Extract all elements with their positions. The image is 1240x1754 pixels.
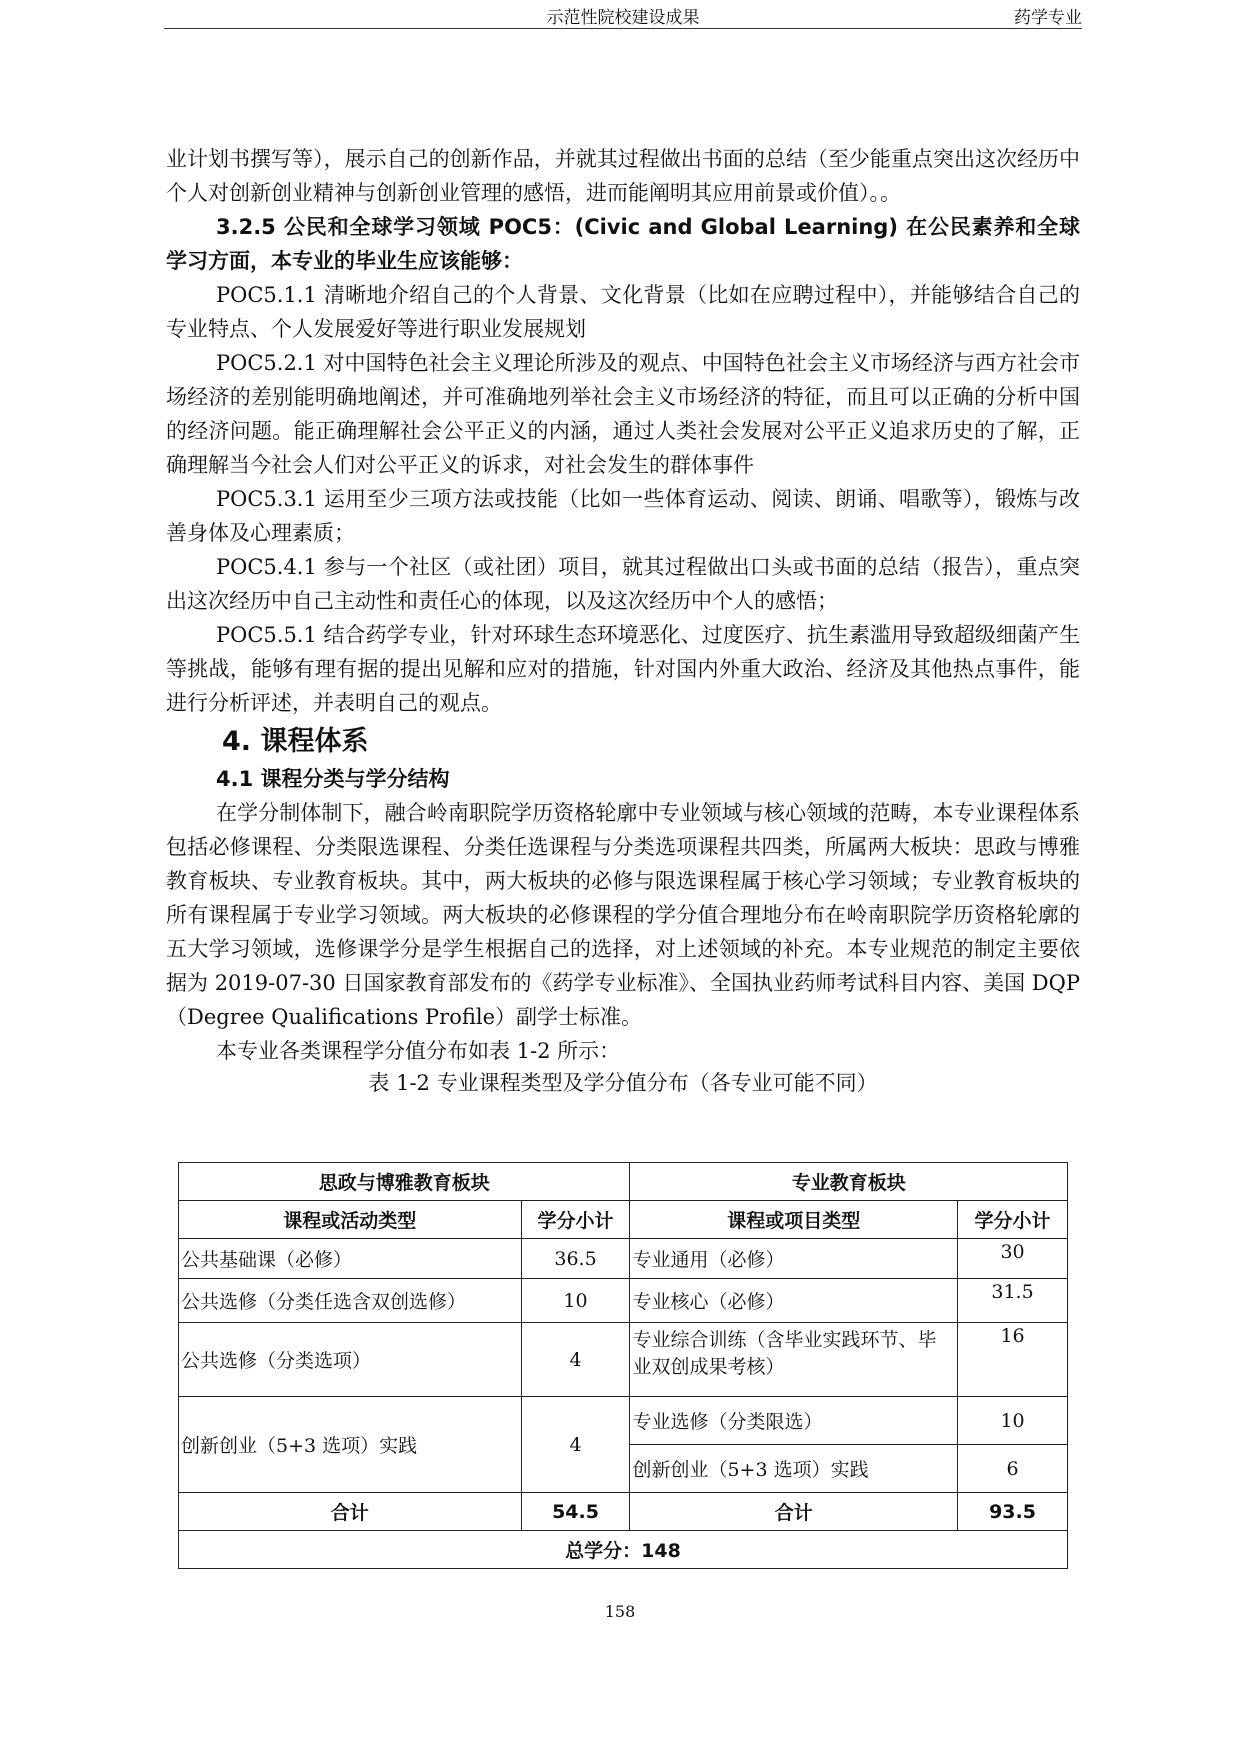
header-dept: 药学专业: [1014, 8, 1082, 28]
section-heading-4-1: 4.1 课程分类与学分结构: [216, 767, 450, 791]
table-cell: 4: [521, 1323, 630, 1397]
table-row: [179, 1493, 1068, 1531]
table-cell: 16: [958, 1323, 1068, 1397]
page-number: 158: [604, 1602, 636, 1621]
column-header: 学分小计: [521, 1201, 630, 1239]
total-value: 93.5: [958, 1493, 1068, 1531]
table-row: [179, 1239, 1068, 1279]
table-caption: 表 1-2 专业课程类型及学分值分布（各专业可能不同）: [368, 1071, 878, 1095]
column-header: 课程或活动类型: [179, 1201, 522, 1239]
table-row: [179, 1397, 1068, 1445]
chapter-heading: 4. 课程体系: [222, 726, 369, 757]
document-body: [166, 142, 1080, 1098]
page-header: [164, 0, 1082, 29]
table-row: [179, 1163, 1068, 1201]
table-cell: 30: [958, 1239, 1068, 1279]
table-cell: 10: [521, 1279, 630, 1323]
paragraph-table-intro: 本专业各类课程学分值分布如表 1-2 所示：: [216, 1039, 621, 1063]
table-cell: 专业选修（分类限选）: [630, 1397, 958, 1445]
table-cell: 专业核心（必修）: [630, 1279, 958, 1323]
table-cell: 4: [521, 1397, 630, 1493]
column-header: 课程或项目类型: [630, 1201, 958, 1239]
table-cell: 6: [958, 1445, 1068, 1493]
paragraph-poc5-3-1: POC5.3.1 运用至少三项方法或技能（比如一些体育运动、阅读、朗诵、唱歌等），锻炼与改善身体及心理素质；: [166, 487, 1080, 545]
group-header-left: 思政与博雅教育板块: [179, 1163, 630, 1201]
grand-total: 总学分：148: [179, 1531, 1068, 1569]
total-label: 合计: [179, 1493, 522, 1531]
paragraph-poc5-4-1: POC5.4.1 参与一个社区（或社团）项目，就其过程做出口头或书面的总结（报告），重点突出这次经历中自己主动性和责任心的体现，以及这次经历中个人的感悟；: [166, 555, 1080, 613]
table-row: [179, 1201, 1068, 1239]
table-cell: 公共选修（分类任选含双创选修）: [179, 1279, 522, 1323]
column-header: 学分小计: [958, 1201, 1068, 1239]
table-cell: 专业通用（必修）: [630, 1239, 958, 1279]
paragraph-poc5-5-1: POC5.5.1 结合药学专业，针对环球生态环境恶化、过度医疗、抗生素滥用导致超级细菌产生等挑战，能够有理有据的提出见解和应对的措施，针对国内外重大政治、经济及其他热点事件，能进行分析评述，并表明自己的观点。: [166, 623, 1080, 715]
credit-table: [178, 1162, 1068, 1569]
table-cell: 专业综合训练（含毕业实践环节、毕业双创成果考核）: [630, 1323, 958, 1397]
paragraph-poc5-1-1: POC5.1.1 清晰地介绍自己的个人背景、文化背景（比如在应聘过程中），并能够结合自己的专业特点、个人发展爱好等进行职业发展规划: [166, 283, 1080, 341]
paragraph: 业计划书撰写等），展示自己的创新作品，并就其过程做出书面的总结（至少能重点突出这次经历中个人对创新创业精神与创新创业管理的感悟，进而能阐明其应用前景或价值）。。: [166, 147, 1080, 205]
total-value: 54.5: [521, 1493, 630, 1531]
table-cell: 10: [958, 1397, 1068, 1445]
total-label: 合计: [630, 1493, 958, 1531]
paragraph-poc5-2-1: POC5.2.1 对中国特色社会主义理论所涉及的观点、中国特色社会主义市场经济与西方社会市场经济的差别能明确地阐述，并可准确地列举社会主义市场经济的特征，而且可以正确的分析中国的经济问题。能正确理解社会公平正义的内涵，通过人类社会发展对公平正义追求历史的了解，正确理解当今社会人们对公平正义的诉求，对社会发生的群体事件: [166, 351, 1080, 477]
group-header-right: 专业教育板块: [630, 1163, 1068, 1201]
table-cell: 公共选修（分类选项）: [179, 1323, 522, 1397]
table-cell: 创新创业（5+3 选项）实践: [630, 1445, 958, 1493]
table-cell: 36.5: [521, 1239, 630, 1279]
table-cell: 创新创业（5+3 选项）实践: [179, 1397, 522, 1493]
section-heading-3-2-5: 3.2.5 公民和全球学习领域 POC5：(Civic and Global Learning) 在公民素养和全球学习方面，本专业的毕业生应该能够：: [166, 215, 1080, 273]
paragraph-curriculum: 在学分制体制下，融合岭南职院学历资格轮廓中专业领域与核心领域的范畴，本专业课程体系包括必修课程、分类限选课程、分类任选课程与分类选项课程共四类，所属两大板块：思政与博雅教育板块、专业教育板块。其中，两大板块的必修与限选课程属于核心学习领域；专业教育板块的所有课程属于专业学习领域。两大板块的必修课程的学分值合理地分布在岭南职院学历资格轮廓的五大学习领域，选修课学分是学生根据自己的选择，对上述领域的补充。本专业规范的制定主要依据为 2019-07-30 日国家教育部发布的《药学专业标准》、全国执业药师考试科目内容、美国 DQP（Degree Qualifications Profile）副学士标准。: [166, 801, 1080, 1029]
table-cell: 31.5: [958, 1279, 1068, 1323]
table-row: [179, 1323, 1068, 1397]
table-row: [179, 1279, 1068, 1323]
table-row: [179, 1531, 1068, 1569]
table-cell: 公共基础课（必修）: [179, 1239, 522, 1279]
header-title: 示范性院校建设成果: [546, 8, 700, 28]
